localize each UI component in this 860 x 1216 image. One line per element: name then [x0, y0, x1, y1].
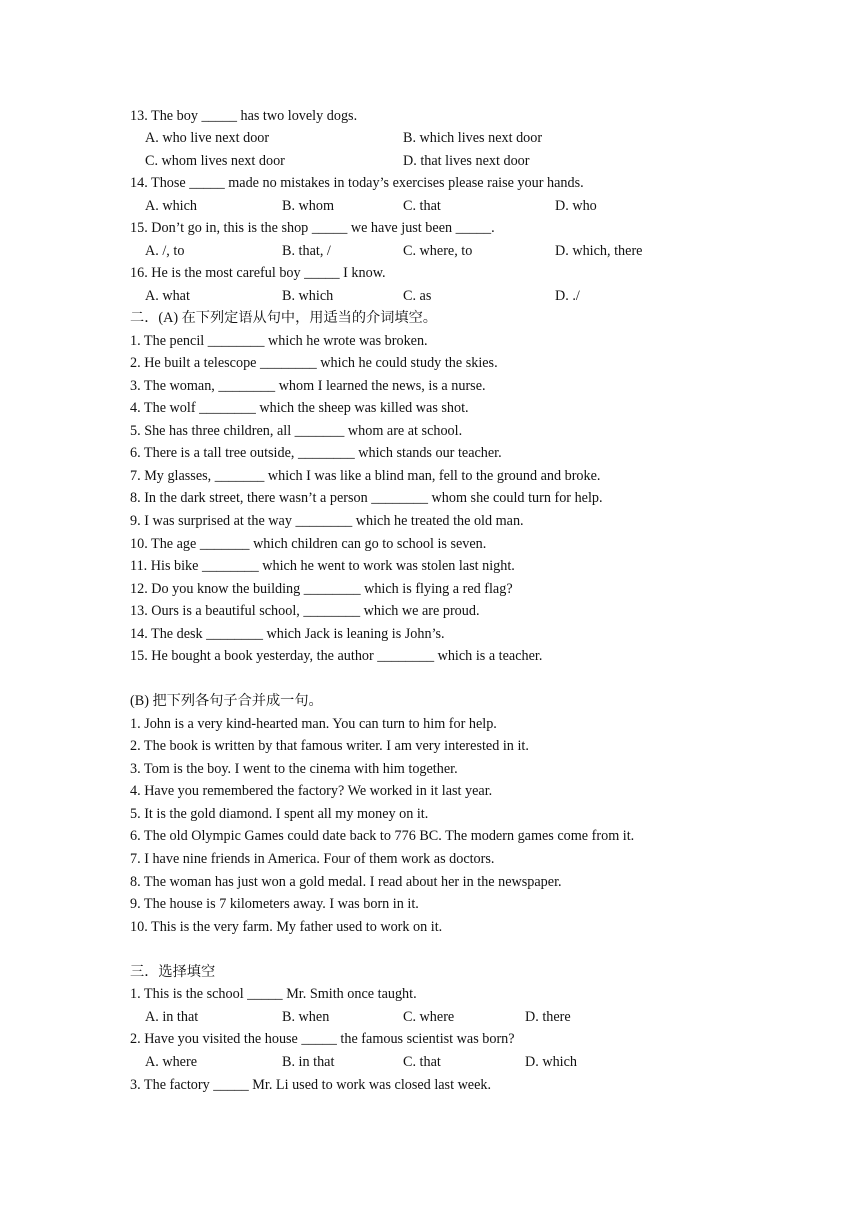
q16-option-b: B. which [282, 288, 334, 304]
q14-option-c: C. that [403, 198, 441, 214]
s2a-item: 3. The woman, ________ whom I learned the news, is a nurse. [130, 378, 486, 394]
q14-option-b: B. whom [282, 198, 335, 214]
s3-q2-option-b: B. in that [282, 1054, 335, 1070]
s3-q2-option-a: A. where [145, 1054, 197, 1070]
section-3-heading: 三．选择填空 [130, 964, 216, 980]
s2a-item: 4. The wolf ________ which the sheep was killed was shot. [130, 400, 469, 416]
s3-q2-option-c: C. that [403, 1054, 441, 1070]
s2b-item: 1. John is a very kind-hearted man. You can turn to him for help. [130, 716, 497, 732]
q16-option-a: A. what [145, 288, 190, 304]
s2b-item: 3. Tom is the boy. I went to the cinema with him together. [130, 761, 458, 777]
s2a-item: 6. There is a tall tree outside, ________ which stands our teacher. [130, 445, 502, 461]
section-2a-heading: 二．(A) 在下列定语从句中，用适当的介词填空。 [130, 310, 437, 326]
question-16: 16. He is the most careful boy _____ I know. [130, 265, 386, 281]
q13-option-c: C. whom lives next door [145, 153, 285, 169]
s3-q1-option-c: C. where [403, 1009, 455, 1025]
s2a-item: 11. His bike ________ which he went to work was stolen last night. [130, 558, 515, 574]
s3-q1-option-a: A. in that [145, 1009, 199, 1025]
q13-option-b: B. which lives next door [403, 130, 543, 146]
s2b-item: 8. The woman has just won a gold medal. I read about her in the newspaper. [130, 874, 562, 890]
s3-question-3: 3. The factory _____ Mr. Li used to work was closed last week. [130, 1077, 492, 1093]
s2a-item: 2. He built a telescope ________ which he could study the skies. [130, 355, 498, 371]
s2a-item: 13. Ours is a beautiful school, ________ which we are proud. [130, 603, 480, 619]
question-14: 14. Those _____ made no mistakes in today’s exercises please raise your hands. [130, 175, 584, 191]
s2a-item: 1. The pencil ________ which he wrote was broken. [130, 333, 428, 349]
s2a-item: 5. She has three children, all _______ whom are at school. [130, 423, 463, 439]
question-15: 15. Don’t go in, this is the shop _____ we have just been _____. [130, 220, 495, 236]
s3-q1-option-b: B. when [282, 1009, 330, 1025]
s2b-item: 7. I have nine friends in America. Four of them work as doctors. [130, 851, 495, 867]
s2a-item: 7. My glasses, _______ which I was like a blind man, fell to the ground and broke. [130, 468, 601, 484]
q15-option-d: D. which, there [555, 243, 643, 259]
section-2b-heading: (B) 把下列各句子合并成一句。 [130, 693, 323, 709]
s2a-item: 12. Do you know the building ________ which is flying a red flag? [130, 581, 513, 597]
q16-option-c: C. as [403, 288, 432, 304]
s2a-item: 10. The age _______ which children can go to school is seven. [130, 536, 487, 552]
s2a-item: 15. He bought a book yesterday, the author ________ which is a teacher. [130, 648, 543, 664]
q16-option-d: D. ./ [555, 288, 580, 304]
s2b-item: 9. The house is 7 kilometers away. I was born in it. [130, 896, 419, 912]
s3-q1-option-d: D. there [525, 1009, 571, 1025]
q13-option-d: D. that lives next door [403, 153, 530, 169]
s3-q2-option-d: D. which [525, 1054, 578, 1070]
s2b-item: 5. It is the gold diamond. I spent all my money on it. [130, 806, 429, 822]
s2b-item: 10. This is the very farm. My father used to work on it. [130, 919, 443, 935]
q14-option-a: A. which [145, 198, 198, 214]
s2b-item: 2. The book is written by that famous writer. I am very interested in it. [130, 738, 529, 754]
q15-option-b: B. that, / [282, 243, 331, 259]
q15-option-c: C. where, to [403, 243, 473, 259]
q14-option-d: D. who [555, 198, 597, 214]
q13-option-a: A. who live next door [145, 130, 270, 146]
s2b-item: 4. Have you remembered the factory? We worked in it last year. [130, 783, 493, 799]
s2a-item: 9. I was surprised at the way ________ which he treated the old man. [130, 513, 524, 529]
s3-question-1: 1. This is the school _____ Mr. Smith once taught. [130, 986, 417, 1002]
q15-option-a: A. /, to [145, 243, 185, 259]
s2b-item: 6. The old Olympic Games could date back to 776 BC. The modern games come from it. [130, 828, 635, 844]
s3-question-2: 2. Have you visited the house _____ the famous scientist was born? [130, 1031, 515, 1047]
s2a-item: 14. The desk ________ which Jack is leaning is John’s. [130, 626, 445, 642]
question-13: 13. The boy _____ has two lovely dogs. [130, 108, 358, 124]
s2a-item: 8. In the dark street, there wasn’t a person ________ whom she could turn for help. [130, 490, 603, 506]
